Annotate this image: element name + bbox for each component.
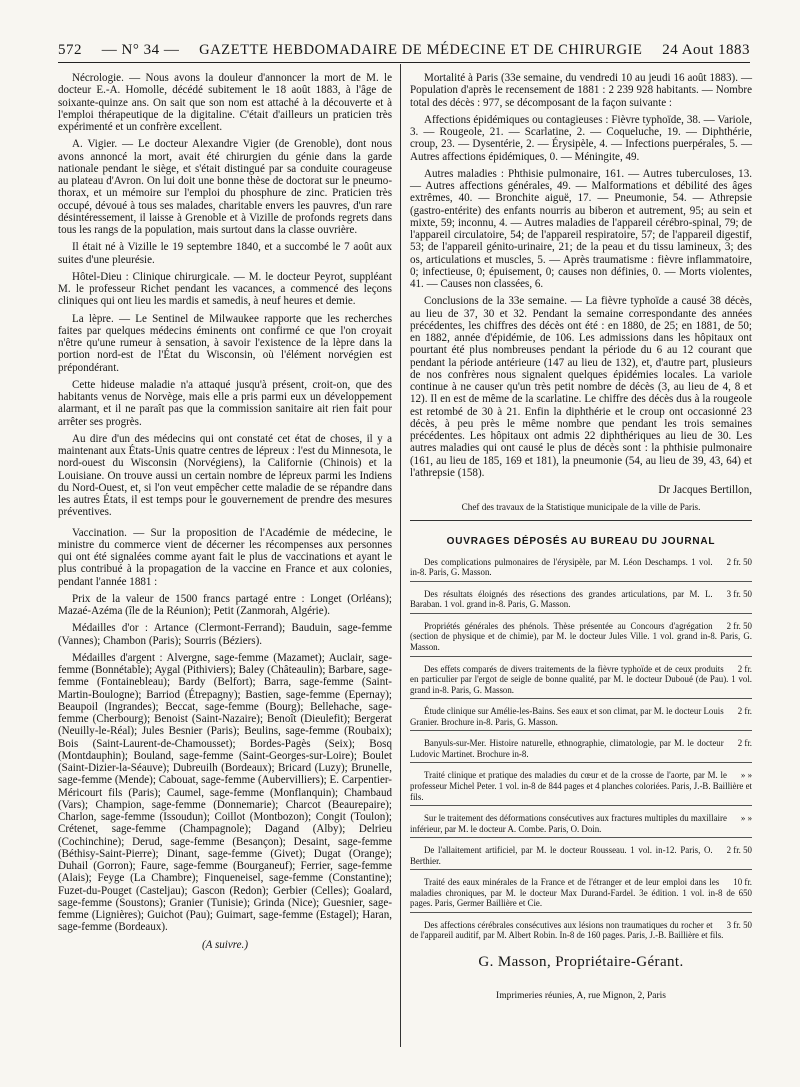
weekly-conclusions: Conclusions de la 33e semaine. — La fièvre typhoïde a causé 38 décès, au lieu de 37, 30 et 32. Pendant la semaine correspondante des années précédentes, les chiffres des décès ont été : en 1880, de 25; en 1881, de 50; en 1882, année d'épidémie, de 106. Les admissions dans les hôpitaux ont pourtant été plus nombreuses pendant la période du 6 au 12 courant que pendant la période antérieure (147 au lieu de 132), et, d'autre part, plusieurs de nos confrères nous signalent quelques épidémies locales. La variole continue à ne causer qu'un très petit nombre de décès (3, au lieu de 4, 8 et 12). Il en est de même de la scarlatine. Le chiffre des décès dus à la rougeole est retombé de 30 à 21. Enfin la diphthérie et le croup ont occasionné 23 décès, à peu près le même nombre que pendant les trois semaines précédentes. Les hôpitaux ont admis 22 diphthériques au lieu de 30. Les autres maladies qui ont causé le plus de décès sont : la phthisie pulmonaire (161, au lieu de 185, 169 et 181), la pneumonie (54, au lieu de 39, 43, 64) et l'athrepsie (158).: [410, 295, 752, 479]
work-entry: [410, 555, 752, 582]
work-title: Étude clinique sur Amélie-les-Bains. Ses eaux et son climat, par M. le docteur Louis Granier. Brochure in-8. Paris, G. Masson.: [410, 706, 724, 727]
work-title: Des effets comparés de divers traitements de la fièvre typhoïde et de ceux produits en particulier par l'ergot de seigle de bonne qualité, par M. le docteur Duboué (de Pau). 1 vol. grand in-8. Paris, G. Masson.: [410, 663, 752, 695]
work-price: 2 fr. 50: [726, 845, 752, 856]
hotel-dieu-notice: Hôtel-Dieu : Clinique chirurgicale. — M. le docteur Peyrot, suppléant M. le professeur Richet pendant les vacances, a commencé des leçons cliniques qui ont lieu les mardis et samedis, à neuf heures et demie.: [58, 270, 392, 308]
work-entry: [410, 662, 752, 700]
work-entry: [410, 619, 752, 657]
obituary-homolle: Nécrologie. — Nous avons la douleur d'annoncer la mort de M. le docteur E.-A. Homolle, décédé subitement le 18 août 1883, à l'âge de soixante-quinze ans. On sait que son nom est attaché à la découverte et à l'emploi thérapeutique de la digitaline. C'était d'ailleurs un praticien très expérimenté et un confrère excellent.: [58, 72, 392, 133]
work-title: Des résultats éloignés des résections des grandes articulations, par M. L. Baraban. 1 vol. grand in-8. Paris, G. Masson.: [410, 588, 713, 610]
to-be-continued: (A suivre.): [201, 938, 249, 951]
work-entry: [410, 811, 752, 838]
work-entry: [410, 736, 752, 763]
work-title: Banyuls-sur-Mer. Histoire naturelle, ethnographie, climatologie, par M. le docteur Ludovic Martinet. Brochure in-8.: [410, 738, 724, 759]
publisher-line: G. Masson, Propriétaire-Gérant.: [478, 953, 684, 970]
other-diseases: Autres maladies : Phthisie pulmonaire, 161. — Autres tuberculoses, 13. — Autres affections générales, 49. — Malformations et débilité des âges extrêmes, 40. — Bronchite aiguë, 17. — Pneumonie, 54. — Athrepsie (gastro-entérite) des enfants nourris au biberon et autrement, 95; au sein et mixte, 59; inconnu, 4. — Autres maladies de l'appareil cérébro-spinal, 79; de l'appareil circulatoire, 54; de l'appareil respiratoire, 57; de l'appareil digestif, 53; de l'appareil génito-urinaire, 21; de la peau et du tissu lamineux, 3; des os, articulations et muscles, 5. — Après traumatisme : fièvre inflammatoire, 0; infectieuse, 0; épuisement, 0; causes non définies, 0. — Morts violentes, 41. — Causes non classées, 6.: [410, 167, 752, 290]
leprosy-article: La lèpre. — Le Sentinel de Milwaukee rapporte que les recherches faites par quelques médecins éminents ont confirmé ce que l'on croyait n'être qu'une rumeur à sensation, à savoir l'existence de la lèpre dans la portion nord-est de l'État du Wisconsin, où l'élément norvégien est prépondérant.: [58, 312, 392, 374]
work-title: Traité des eaux minérales de la France et de l'étranger et de leur emploi dans les maladies chroniques, par M. le docteur Max Durand-Fardel. 3e édition. 1 vol. in-8 de 650 pages. Paris, Germer Baillière et Cie.: [410, 877, 752, 909]
left-column: [58, 72, 392, 1047]
signature: Dr Jacques Bertillon,: [658, 484, 752, 496]
work-entry: [410, 768, 752, 806]
work-title: Des complications pulmonaires de l'érysipèle, par M. Léon Deschamps. 1 vol. in-8. Paris, G. Masson.: [410, 556, 713, 578]
works-list: [410, 555, 752, 944]
work-entry: [410, 587, 752, 614]
work-entry: [410, 704, 752, 731]
gold-medals: Médailles d'or : Artance (Clermont-Ferrand); Bauduin, sage-femme (Vannes); Chambon (Paris); Sourris (Béziers).: [58, 622, 392, 647]
work-title: Sur le traitement des déformations consécutives aux fractures multiples du maxillaire inférieur, par M. le docteur A. Combe. Paris, O. Doin.: [410, 813, 727, 834]
works-deposited-heading: OUVRAGES DÉPOSÉS AU BUREAU DU JOURNAL: [410, 520, 752, 548]
vaccination-prize: Prix de la valeur de 1500 francs partagé entre : Longet (Orléans); Mazaé-Azéma (île de la Réunion); Petit (Zanmorah, Algérie).: [58, 592, 392, 617]
obituary-vigier-birth: Il était né à Vizille le 19 septembre 1840, et a succombé le 7 août aux suites d'une pleurésie.: [58, 241, 392, 266]
work-price: 2 fr.: [737, 706, 752, 717]
epidemic-affections: Affections épidémiques ou contagieuses : Fièvre typhoïde, 38. — Variole, 3. — Rougeole, 21. — Scarlatine, 2. — Coqueluche, 19. — Diphthérie, croup, 23. — Dysentérie, 2. — Érysipèle, 4. — Infections puerpérales, 5. — Autres affections épidémiques, 0. — Méningite, 49.: [410, 113, 752, 163]
work-price: » »: [740, 770, 752, 781]
work-entry: [410, 875, 752, 913]
issue-date: 24 Aout 1883: [662, 42, 750, 58]
work-price: 10 fr.: [733, 877, 752, 888]
work-price: » »: [740, 813, 752, 824]
page-header: [58, 42, 750, 59]
work-price: 2 fr. 50: [726, 620, 752, 631]
work-price: 3 fr. 50: [726, 919, 752, 930]
work-title: Des affections cérébrales consécutives aux lésions non traumatiques du rocher et de l'appareil auditif, par M. Albert Robin. In-8 de 160 pages. Paris, J.-B. Baillière et fils.: [410, 919, 724, 941]
work-title: Traité clinique et pratique des maladies du cœur et de la crosse de l'aorte, par M. le professeur Michel Peter. 1 vol. in-8 de 844 pages et 4 planches coloriées. Paris, J.-B. Baillière et fils.: [410, 770, 752, 802]
work-title: Propriétés générales des phénols. Thèse présentée au Concours d'agrégation (section de physique et de chimie), par M. le docteur Jules Ville. 1 vol. grand in-8. Paris, G. Masson.: [410, 620, 752, 653]
work-entry: [410, 918, 752, 944]
work-price: 2 fr.: [737, 738, 752, 749]
silver-medals: Médailles d'argent : Alvergne, sage-femme (Mazamet); Auclair, sage-femme (Bonnétable); Aygal (Pithiviers); Baley (Châteaulin); Barbare, sage-femme (Fontainebleau); Bardy (Belfort); Barra, sage-femme (Saint-Martin-Boulogne); Barriod (Étrepagny); Bastien, sage-femme (Epernay); Beaupoil (Ingrandes); Beccat, sage-femme (Bourg); Bellehache, sage-femme (Cherbourg); Benoist (Saint-Nazaire); Benoît (Dieulefit); Bergerat (Neuilly-le-Réal); Jules Besnier (Paris); Beulins, sage-femme (Roubaix); Bois (Saint-Laurent-de-Chamousset); Bordes-Pagès (Seix); Bosq (Montdauphin); Bouland, sage-femme (Saint-Georges-sur-Loire); Boulet (Saint-Dizier-la-Séauve); Dubreuilh (Bordeaux); Bricard (Luzy); Brunelle, sage-femme (Mende); Cabouat, sage-femme (Aubervilliers); E. Carpentier-Méricourt fils (Paris); Caumel, sage-femme (Monflanquin); Chambaud (Vars); Champion, sage-femme (Donnemarie); Charcot (Beaurepaire); Charlon, sage-femme (Issoudun); Coillot (Montbozon); Congit (Toulon); Crétenet, sage-femme (Champagnole); Dagand (Alby); Delrieu (Cochinchine); Derud, sage-femme (Besançon); Desaint, sage-femme (Béthisy-Saint-Pierre); Dinant, sage-femme (Givet); Dugat (Orange); Duhail (Gorron); Faure, sage-femme (Bourganeuf); Ferrier, sage-femme (Alais); Feyge (La Chambre); Finqueneisel, sage-femme (Constantine); Fuzet-du-Pouget (Casteljau); Gascon (Redon); Gerbier (Celles); Goalard, sage-femme (Soustons); Granier (Tunisie); Grinda (Nice); Guesnier, sage-femme (Lignières); Guichot (Pau); Guimart, sage-femme (Estagel); Haran, sage-femme (Bordeaux).: [58, 651, 392, 934]
work-title: De l'allaitement artificiel, par M. le docteur Rousseau. 1 vol. in-12. Paris, O. Berthier.: [410, 845, 713, 866]
mortality-report: Mortalité à Paris (33e semaine, du vendredi 10 au jeudi 16 août 1883). — Population d'après le recensement de 1881 : 2 239 928 habitants. — Nombre total des décès : 977, se décomposant de la façon suivante :: [410, 72, 752, 109]
work-price: 2 fr.: [737, 663, 752, 674]
leprosy-article-2: Cette hideuse maladie n'a attaqué jusqu'à présent, croit-on, que des habitants venus de Norvège, mais elle a pris parmi eux un développement alarmant, et il ne paraît pas que la commission sanitaire ait rien fait pour arrêter ses progrès.: [58, 378, 392, 428]
journal-title: GAZETTE HEBDOMADAIRE DE MÉDECINE ET DE CHIRURGIE: [199, 42, 643, 58]
header-rule: [58, 62, 750, 63]
issue-number: — N° 34 —: [101, 42, 180, 58]
leprosy-article-3: Au dire d'un des médecins qui ont constaté cet état de choses, il y a maintenant aux États-Unis quatre centres de lépreux : l'est du Minnesota, le nord-ouest du Wisconsin (Norvégiens), la Californie (Chinois) et la Louisiane. On trouve aussi un certain nombre de lépreux parmi les Indiens du Nord-Ouest, et, si l'on veut empêcher cette maladie de se répandre dans les autres États, il est temps pour le gouvernement de prendre des mesures préventives.: [58, 432, 392, 519]
work-price: 3 fr. 50: [726, 588, 752, 599]
vaccination-article: Vaccination. — Sur la proposition de l'Académie de médecine, le ministre du commerce vient de décerner les récompenses aux personnes qui ont été signalées comme ayant fait le plus de vaccinations et ayant le plus contribué à la propagation de la vaccine en France et aux colonies, pendant l'année 1881 :: [58, 526, 392, 588]
column-divider: [400, 64, 401, 1047]
obituary-vigier: A. Vigier. — Le docteur Alexandre Vigier (de Grenoble), dont nous avons annoncé la mort, avait été chirurgien du génie dans la garde nationale pendant le siège, et s'était distingué par sa conduite courageuse au plateau d'Avron. On lui doit une bonne thèse de doctorat sur le pneumo-thorax, et un mémoire sur l'emploi du phosphure de zinc. Praticien très occupé, dévoué à tous ses malades, charitable envers les pauvres, d'un rare désintéressement, il laisse à Grenoble et à Vizille de profonds regrets dans tous les rangs de la population, mais surtout dans la classe ouvrière.: [58, 138, 392, 236]
printer-line: Imprimeries réunies, A, rue Mignon, 2, Paris: [496, 991, 666, 1002]
right-column: [410, 72, 752, 1047]
work-price: 2 fr. 50: [726, 556, 752, 567]
page-number: 572: [58, 42, 82, 58]
signature-title: Chef des travaux de la Statistique municipale de la ville de Paris.: [461, 502, 701, 513]
work-entry: [410, 843, 752, 870]
